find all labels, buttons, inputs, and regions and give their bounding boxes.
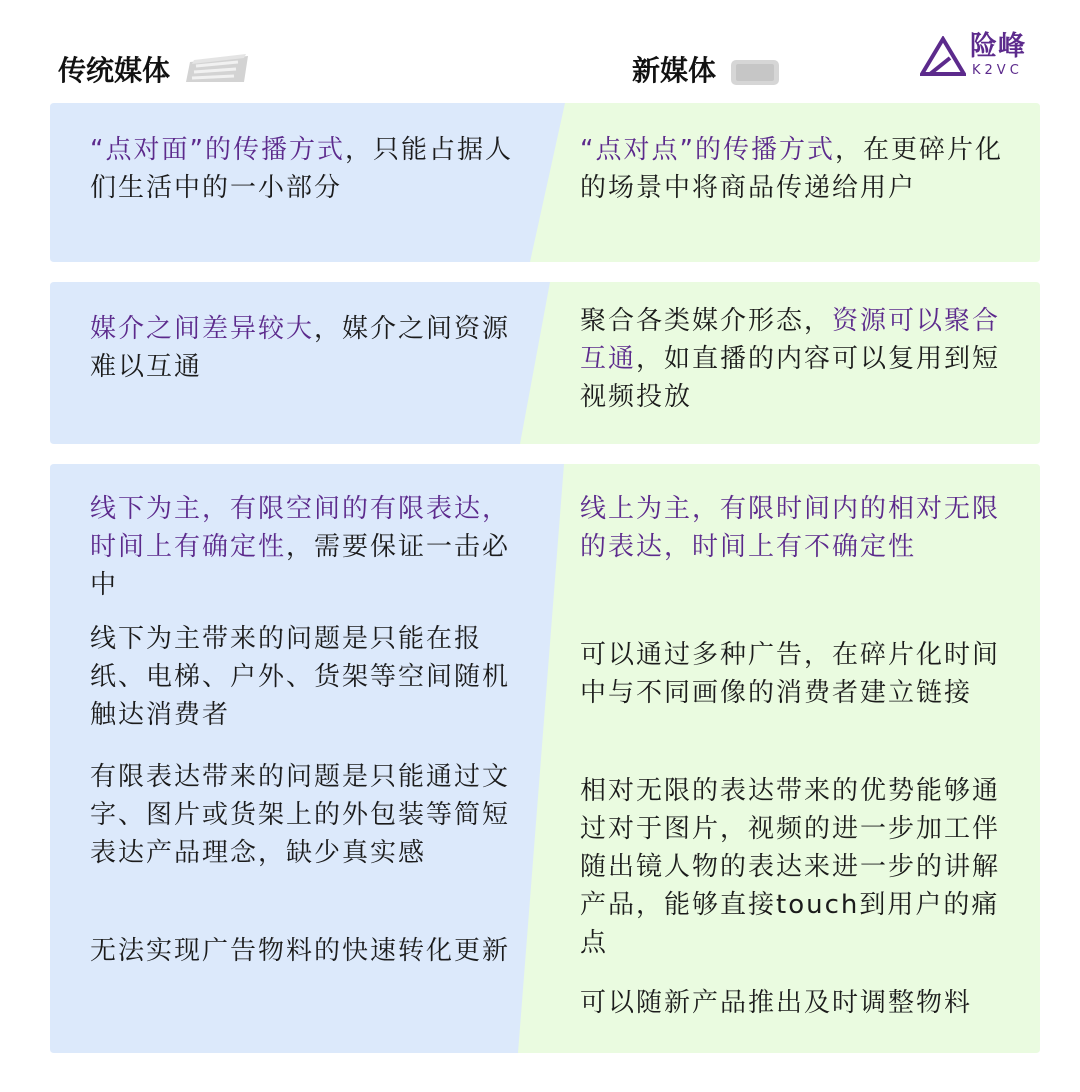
row-3-traditional-point-2: 线下为主带来的问题是只能在报纸、电梯、户外、货架等空间随机触达消费者: [90, 624, 511, 730]
row-3-traditional-point-1: [90, 490, 520, 604]
right-column-title-text: 新媒体: [632, 54, 717, 87]
right-column-title: [632, 54, 716, 88]
row-2-new-highlight: 资源可以聚合互通: [580, 306, 1001, 374]
row-1-new-highlight: “点对点”的传播方式: [580, 135, 835, 165]
row-3-new-point-3: 相对无限的表达带来的优势能够通过对于图片，视频的进一步加工伴随出镜人物的表达来进一步的讲解产品，能够直接touch到用户的痛点: [580, 776, 1001, 958]
row-3-new-point-2: 可以通过多种广告，在碎片化时间中与不同画像的消费者建立链接: [580, 640, 1001, 708]
row-2-new-text: [580, 302, 1010, 416]
row-1-traditional-highlight: “点对面”的传播方式: [90, 135, 345, 165]
row-3-traditional-point-3: 有限表达带来的问题是只能通过文字、图片或货架上的外包装等简短表达产品理念，缺少真实感: [90, 762, 511, 868]
row-2-new-lead: 聚合各类媒介形态，: [580, 306, 833, 336]
logo: [920, 31, 1040, 78]
triangle-logo-icon: [920, 36, 966, 76]
row-3-new-point-4: 可以随新产品推出及时调整物料: [580, 988, 973, 1018]
comparison-row-2: [50, 282, 1040, 444]
row-2-traditional-highlight: 媒介之间差异较大: [90, 314, 315, 344]
left-column-title: [58, 54, 170, 88]
row-1-traditional-body: ，只能占据人们生活中的一小部分: [90, 135, 513, 203]
row-1-new-text: [580, 131, 1010, 207]
comparison-row-3: [50, 464, 1040, 1053]
row-2-new-body: ，如直播的内容可以复用到短视频投放: [580, 344, 1001, 412]
row-3-new-point-1: [580, 490, 1010, 566]
row-1-traditional-text: [90, 131, 520, 207]
row-3-traditional-body: ，需要保证一击必中: [90, 532, 511, 600]
row-3-new-highlight: 线上为主，有限时间内的相对无限的表达，时间上有不确定性: [580, 494, 1001, 562]
logo-subtitle: K2VC: [972, 63, 1023, 78]
logo-name: 险峰: [970, 31, 1026, 62]
row-1-new-body: ，在更碎片化的场景中将商品传递给用户: [580, 135, 1003, 203]
row-2-traditional-text: [90, 310, 520, 386]
left-column-title-text: 传统媒体: [58, 54, 171, 87]
row-2-traditional-body: ，媒介之间资源难以互通: [90, 314, 511, 382]
row-3-traditional-highlight: 线下为主，有限空间的有限表达，时间上有确定性: [90, 494, 511, 562]
comparison-row-1: [50, 103, 1040, 262]
newspaper-icon: [184, 54, 250, 86]
phone-icon: [730, 58, 780, 86]
row-3-traditional-point-4: 无法实现广告物料的快速转化更新: [90, 936, 511, 966]
